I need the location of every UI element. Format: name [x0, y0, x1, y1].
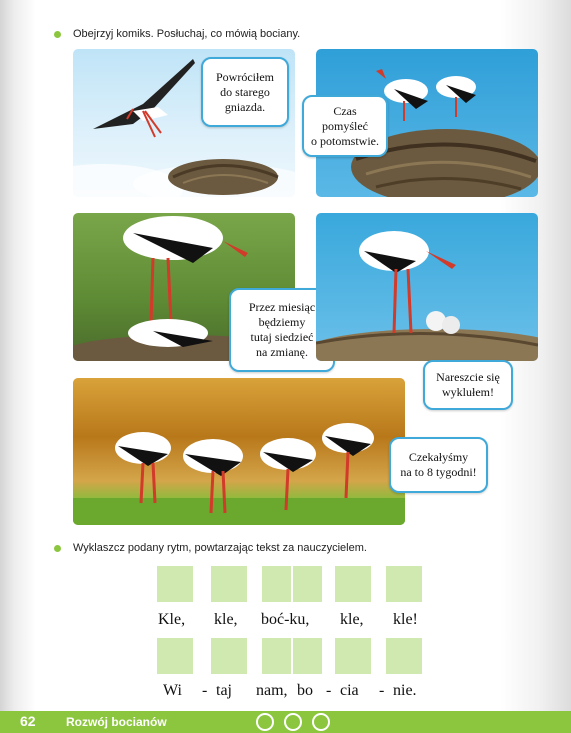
listen-icon	[256, 713, 274, 731]
page-footer	[0, 711, 571, 733]
speak-icon	[284, 713, 302, 731]
hatchling-stork-image	[316, 213, 538, 361]
bubble-1-line-3: gniazda.	[224, 99, 266, 114]
bubble-4-line-2: wyklułem!	[441, 385, 494, 399]
rhythm-box	[157, 566, 193, 602]
rhythm-box	[211, 566, 247, 602]
rhythm-box	[157, 638, 193, 674]
rhythm-syllable: kle,	[340, 611, 364, 628]
speech-bubble-5	[389, 437, 488, 493]
rhythm-hyphen: -	[379, 682, 385, 699]
bubble-5-line-2: na to 8 tygodni!	[400, 465, 477, 479]
bubble-2-line-3: o potomstwie.	[311, 133, 379, 148]
stork-flock-image	[73, 378, 405, 525]
bubble-1-line-2: do starego	[220, 84, 270, 99]
bullet-icon	[54, 31, 61, 38]
rhythm-box	[262, 638, 291, 674]
rhythm-syllable: kle!	[393, 611, 418, 628]
rhythm-box	[386, 638, 422, 674]
rhythm-syllable: kle,	[214, 611, 238, 628]
bubble-3-line-3: tutaj siedzieć	[250, 330, 314, 344]
instruction-text: Obejrzyj komiks. Posłuchaj, co mówią bociany.	[73, 28, 301, 40]
clap-icon	[312, 713, 330, 731]
rhythm-syllable: Kle,	[158, 611, 186, 628]
bubble-4-line-1: Nareszcie się	[436, 370, 500, 384]
instruction-text: Wyklaszcz podany rytm, powtarzając tekst za nauczycielem.	[73, 542, 367, 554]
rhythm-hyphen: -	[202, 682, 208, 699]
bubble-5-line-1: Czekałyśmy	[408, 450, 469, 464]
rhythm-syllable: boć-ku,	[261, 611, 310, 628]
rhythm-syllable: taj	[216, 682, 232, 699]
instruction-rhythm	[54, 542, 367, 554]
comic-panel-5	[73, 378, 405, 525]
rhythm-syllable: nie.	[393, 682, 417, 699]
chapter-title: Rozwój bocianów	[66, 715, 167, 729]
rhythm-syllable: nam,	[256, 682, 288, 699]
rhythm-syllable: cia	[340, 682, 359, 699]
speech-bubble-2	[302, 95, 388, 157]
instruction-comic	[54, 28, 300, 40]
speech-bubble-1	[201, 57, 289, 127]
bubble-2-line-1: Czas	[333, 103, 357, 118]
bubble-3-line-4: na zmianę.	[256, 345, 308, 359]
bubble-2-line-2: pomyśleć	[322, 118, 368, 133]
rhythm-box	[335, 566, 371, 602]
comic-panel-4	[316, 213, 538, 361]
rhythm-box	[293, 566, 322, 602]
bubble-3-line-1: Przez miesiąc	[248, 300, 316, 314]
rhythm-box	[293, 638, 322, 674]
rhythm-syllable: bo	[297, 682, 313, 699]
rhythm-box	[335, 638, 371, 674]
bubble-1-line-1: Powróciłem	[216, 69, 274, 84]
rhythm-box	[386, 566, 422, 602]
page-number: 62	[20, 713, 36, 729]
rhythm-hyphen: -	[326, 682, 332, 699]
bubble-3-line-2: będziemy	[258, 315, 306, 329]
bullet-icon	[54, 545, 61, 552]
rhythm-box	[211, 638, 247, 674]
speech-bubble-4	[423, 360, 513, 410]
rhythm-syllable: Wi	[163, 682, 182, 699]
rhythm-box	[262, 566, 291, 602]
